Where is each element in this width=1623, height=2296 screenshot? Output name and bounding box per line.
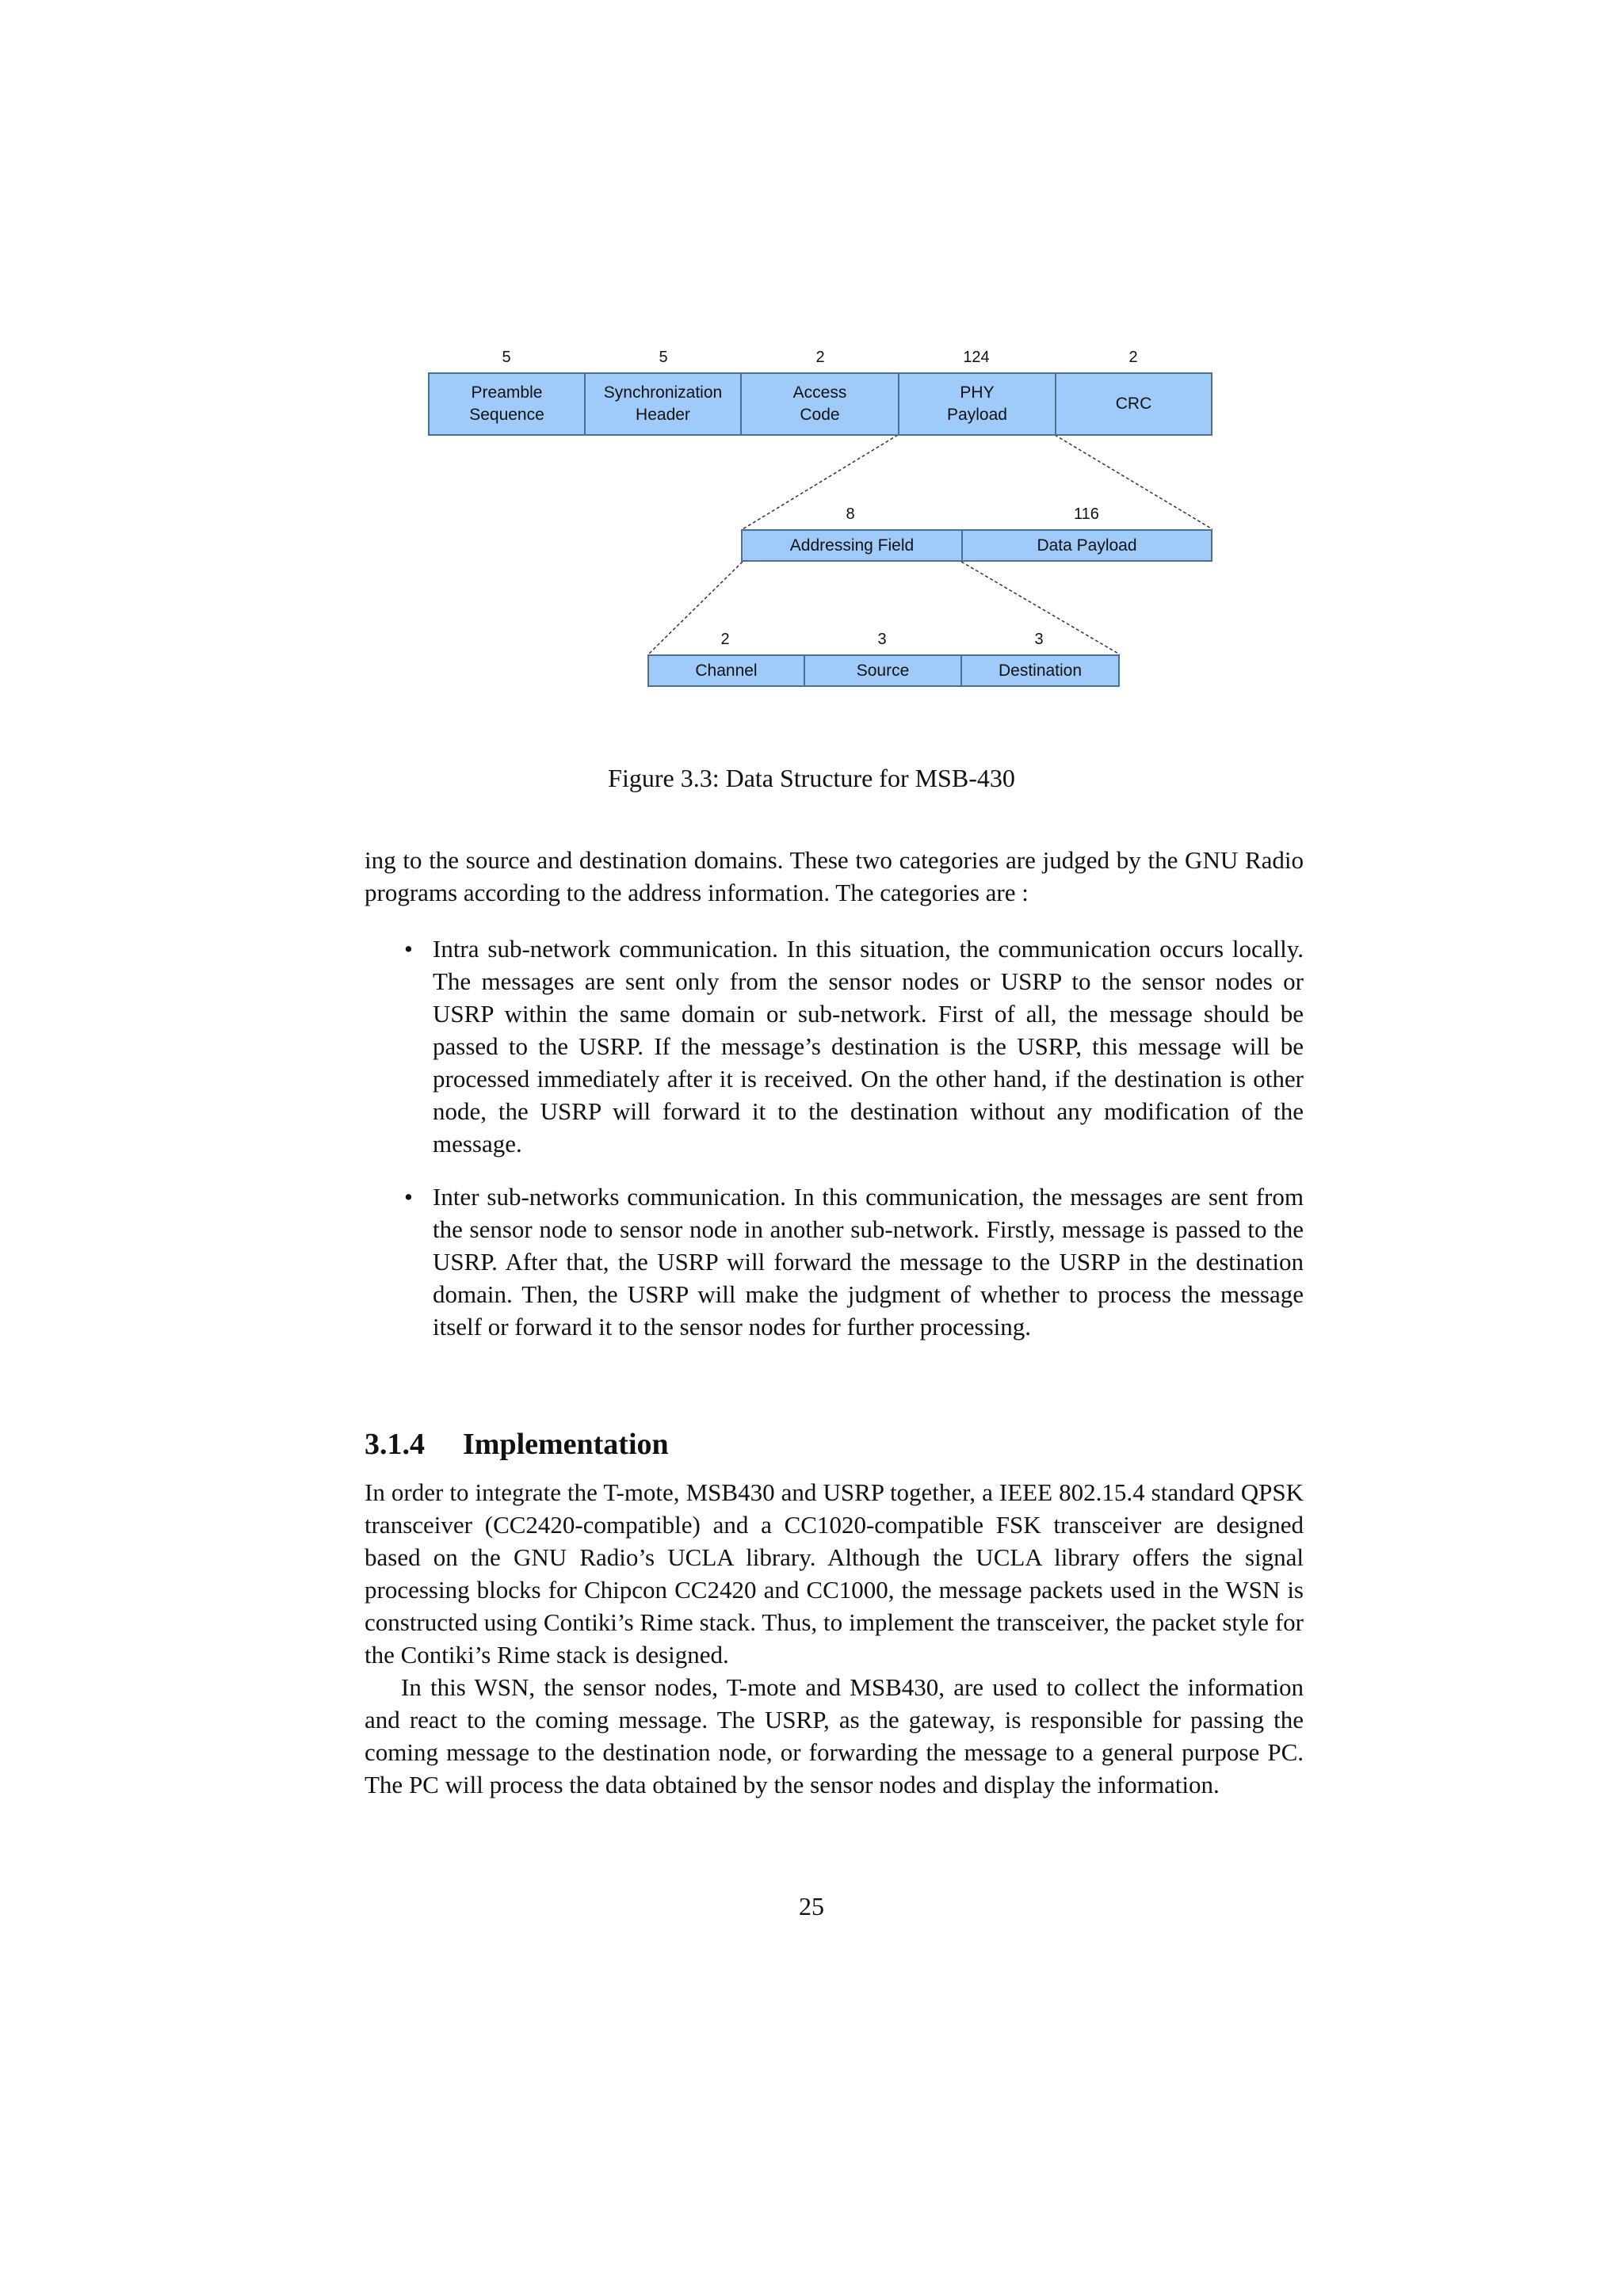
field-label: Source — [856, 661, 910, 680]
field-preamble-sequence — [428, 372, 586, 436]
field-addressing-field — [741, 529, 963, 562]
section-number: 3.1.4 — [365, 1428, 425, 1461]
size-preamble: 5 — [502, 349, 511, 366]
size-phy-payload: 124 — [963, 349, 990, 366]
field-label-line: Sequence — [469, 406, 544, 424]
size-addressing-field: 8 — [846, 505, 855, 523]
field-label-line: CRC — [1115, 395, 1152, 413]
field-crc — [1055, 372, 1212, 436]
intro-paragraph: ing to the source and destination domains. These two categories are judged by the GNU Radio programs according to the address information. The categories are : — [365, 846, 1304, 906]
field-channel — [647, 654, 805, 687]
bullet-marker: • — [404, 1183, 413, 1211]
page-number: 25 — [799, 1892, 824, 1920]
field-label: Data Payload — [1037, 536, 1137, 555]
field-data-payload — [961, 529, 1212, 562]
field-phy-payload — [898, 372, 1056, 436]
size-sync-header: 5 — [659, 349, 668, 366]
section-title: Implementation — [463, 1428, 669, 1461]
field-label-line: Access — [792, 383, 847, 402]
field-label-line: Code — [800, 406, 840, 424]
bullet-inter-subnetworks: Inter sub-networks communication. In this communication, the messages are sent from the sensor node to sensor node in another sub-network. Firstly, message is passed to the USRP. After that, the USRP will forward the message to the USRP in the destination domain. Then, the USRP will make the judgment of whether to process the message itself or forward it to the sensor nodes for further processing. — [433, 1183, 1304, 1341]
field-access-code — [740, 372, 899, 436]
field-label-line: Header — [636, 406, 690, 424]
field-label: Addressing Field — [789, 536, 915, 555]
size-data-payload: 116 — [1074, 505, 1099, 523]
implementation-paragraph-1: In order to integrate the T-mote, MSB430 and USRP together, a IEEE 802.15.4 standard QPSK transceiver (CC2420-compatible) and a CC1020-compatible FSK transceiver are designed based on the GNU Radio’s UCLA library. Although the UCLA library offers the signal processing blocks for Chipcon CC2420 and CC1000, the message packets used in the WSN is constructed using Contiki’s Rime stack. Thus, to implement the transceiver, the packet style for the Contiki’s Rime stack is designed. — [365, 1478, 1304, 1669]
field-label-line: Preamble — [471, 383, 543, 402]
field-label-line: Synchronization — [603, 383, 723, 402]
size-source: 3 — [877, 631, 887, 648]
field-label: Destination — [998, 661, 1083, 680]
size-access-code: 2 — [815, 349, 825, 366]
field-label: Channel — [695, 661, 758, 680]
field-synchronization-header — [584, 372, 742, 436]
size-destination: 3 — [1034, 631, 1044, 648]
bullet-intra-subnetwork: Intra sub-network communication. In this situation, the communication occurs locally. The messages are sent only from the sensor nodes or USRP to the sensor nodes or USRP within the same domain or sub-network. First of all, the message should be passed to the USRP. If the message’s destination is the USRP, this message will be processed immediately after it is received. On the other hand, if the destination is other node, the USRP will forward it to the destination without any modification of the message. — [433, 935, 1304, 1158]
bullet-marker: • — [404, 935, 413, 963]
implementation-paragraph-2: In this WSN, the sensor nodes, T-mote and MSB430, are used to collect the information and react to the coming message. The USRP, as the gateway, is responsible for passing the coming message to the destination node, or forwarding the message to a general purpose PC. The PC will process the data obtained by the sensor nodes and display the information. — [365, 1673, 1304, 1798]
field-label-line: Payload — [947, 406, 1007, 424]
data-structure-figure — [0, 0, 1623, 808]
figure-caption: Figure 3.3: Data Structure for MSB-430 — [608, 764, 1015, 792]
field-label-line: PHY — [960, 383, 995, 402]
field-destination — [960, 654, 1120, 687]
field-source — [804, 654, 962, 687]
section-heading — [365, 1425, 669, 1463]
size-channel: 2 — [720, 631, 730, 648]
size-crc: 2 — [1128, 349, 1138, 366]
